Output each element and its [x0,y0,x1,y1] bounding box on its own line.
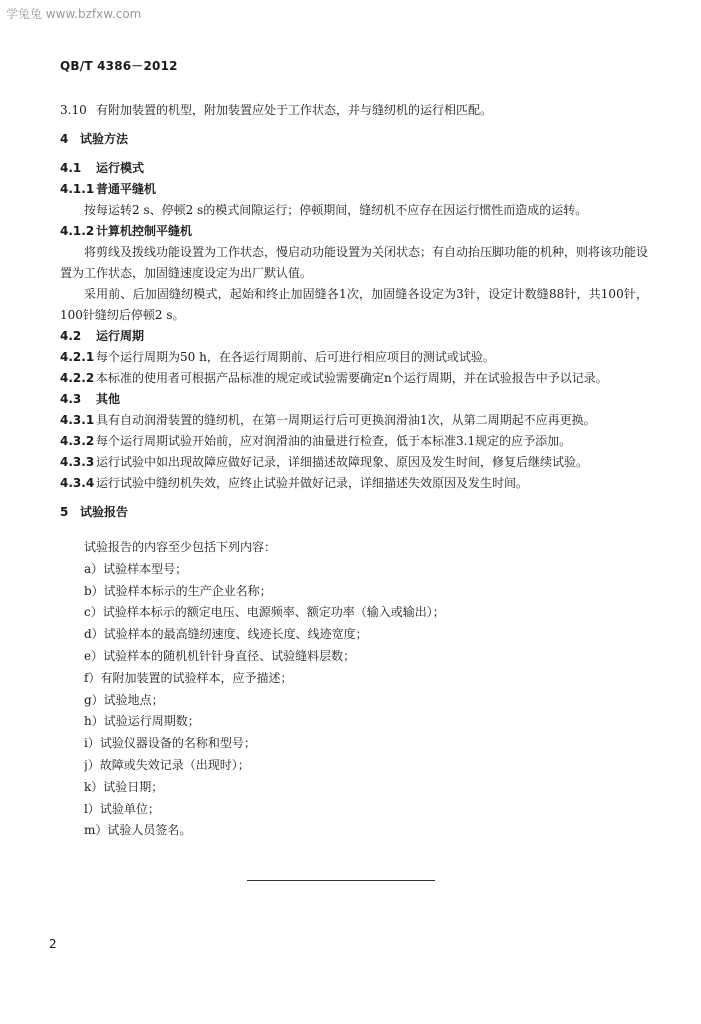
list-item: l）试验单位； [84,801,160,816]
list-item: i）试验仪器设备的名称和型号； [84,736,256,751]
clause-number: 4.2.1 [60,350,95,364]
section-number: 4.1 [60,161,82,175]
section-4-1-heading [60,158,648,179]
list-item: c）试验样本标示的额定电压、电源频率、额定功率（输入或输出）； [84,605,445,620]
clause-text: 每个运行周期试验开始前，应对润滑油的油量进行检查，低于本标准3.1规定的应予添加。 [96,434,572,448]
report-intro: 试验报告的内容至少包括下列内容： [84,540,277,554]
section-5-heading [60,502,648,523]
list-item: d）试验样本的最高缝纫速度、线迹长度、线迹宽度； [84,627,368,642]
clause-number: 3.10 [60,103,87,117]
section-title: 试验报告 [80,505,129,519]
clause-text: 有附加装置的机型，附加装置应处于工作状态，并与缝纫机的运行相匹配。 [96,103,493,117]
section-number: 4.1.2 [60,224,95,238]
clause-3-10 [60,100,648,121]
section-title: 其他 [96,392,121,406]
clause-4-3-3 [60,452,648,473]
section-title: 运行模式 [96,161,145,175]
clause-4-2-1 [60,347,648,368]
section-number: 5 [60,505,69,519]
clause-text: 运行试验中缝纫机失效，应终止试验并做好记录，详细描述失效原因及发生时间。 [96,476,529,490]
clause-number: 4.2.2 [60,371,95,385]
list-item: b）试验样本标示的生产企业名称； [84,583,272,598]
watermark: 学兔兔 www.bzfxw.com [6,7,142,21]
document-body [60,100,648,842]
paragraph-4-1-1: 按每运转2 s、停顿2 s的模式间隙运行；停顿期间，缝纫机不应存在因运行惯性而造成的运转。 [84,203,588,217]
paragraph-4-1-2-b: 采用前、后加固缝纫模式，起始和终止加固缝各1次，加固缝各设定为3针，设定计数缝88针，共100针，100针缝纫后停顿2 s。 [60,287,648,322]
section-title: 运行周期 [96,329,145,343]
list-item: e）试验样本的随机机针针身直径、试验缝料层数； [84,648,356,663]
clause-4-3-1 [60,410,648,431]
list-item: k）试验日期； [84,779,164,794]
list-item: m）试验人员签名。 [84,823,192,838]
list-item: j）故障或失效记录（出现时）； [84,757,250,772]
list-item: h）试验运行周期数； [84,714,200,729]
section-4-1-1-heading [60,179,648,200]
page-number: 2 [49,937,57,951]
paragraph-4-1-2-a: 将剪线及拨线功能设置为工作状态，慢启动功能设置为关闭状态；有自动抬压脚功能的机种，则将该功能设置为工作状态，加固缝速度设定为出厂默认值。 [60,245,649,280]
clause-4-3-4 [60,473,648,494]
section-4-3-heading [60,389,648,410]
section-4-heading [60,129,648,150]
clause-text: 具有自动润滑装置的缝纫机，在第一周期运行后可更换润滑油1次，从第二周期起不应再更换。 [96,413,596,427]
list-item: a）试验样本型号； [84,561,188,576]
section-4-1-2-heading [60,221,648,242]
clause-number: 4.3.4 [60,476,95,490]
section-number: 4 [60,132,69,146]
section-title: 计算机控制平缝机 [96,224,193,238]
clause-number: 4.3.1 [60,413,95,427]
standard-id: QB/T 4386－2012 [60,59,178,73]
section-number: 4.2 [60,329,82,343]
end-rule [247,880,435,881]
list-item: f）有附加装置的试验样本，应予描述； [84,670,293,685]
clause-4-2-2 [60,368,648,389]
section-4-2-heading [60,326,648,347]
clause-number: 4.3.2 [60,434,95,448]
clause-text: 运行试验中如出现故障应做好记录，详细描述故障现象、原因及发生时间，修复后继续试验。 [96,455,589,469]
clause-number: 4.3.3 [60,455,95,469]
section-title: 试验方法 [80,132,129,146]
report-list [60,537,648,842]
list-item: g）试验地点； [84,692,164,707]
clause-4-3-2 [60,431,648,452]
clause-text: 每个运行周期为50 h，在各运行周期前、后可进行相应项目的测试或试验。 [96,350,495,364]
section-number: 4.3 [60,392,82,406]
section-number: 4.1.1 [60,182,95,196]
section-title: 普通平缝机 [96,182,157,196]
clause-text: 本标准的使用者可根据产品标准的规定或试验需要确定n个运行周期，并在试验报告中予以记录。 [96,371,608,385]
